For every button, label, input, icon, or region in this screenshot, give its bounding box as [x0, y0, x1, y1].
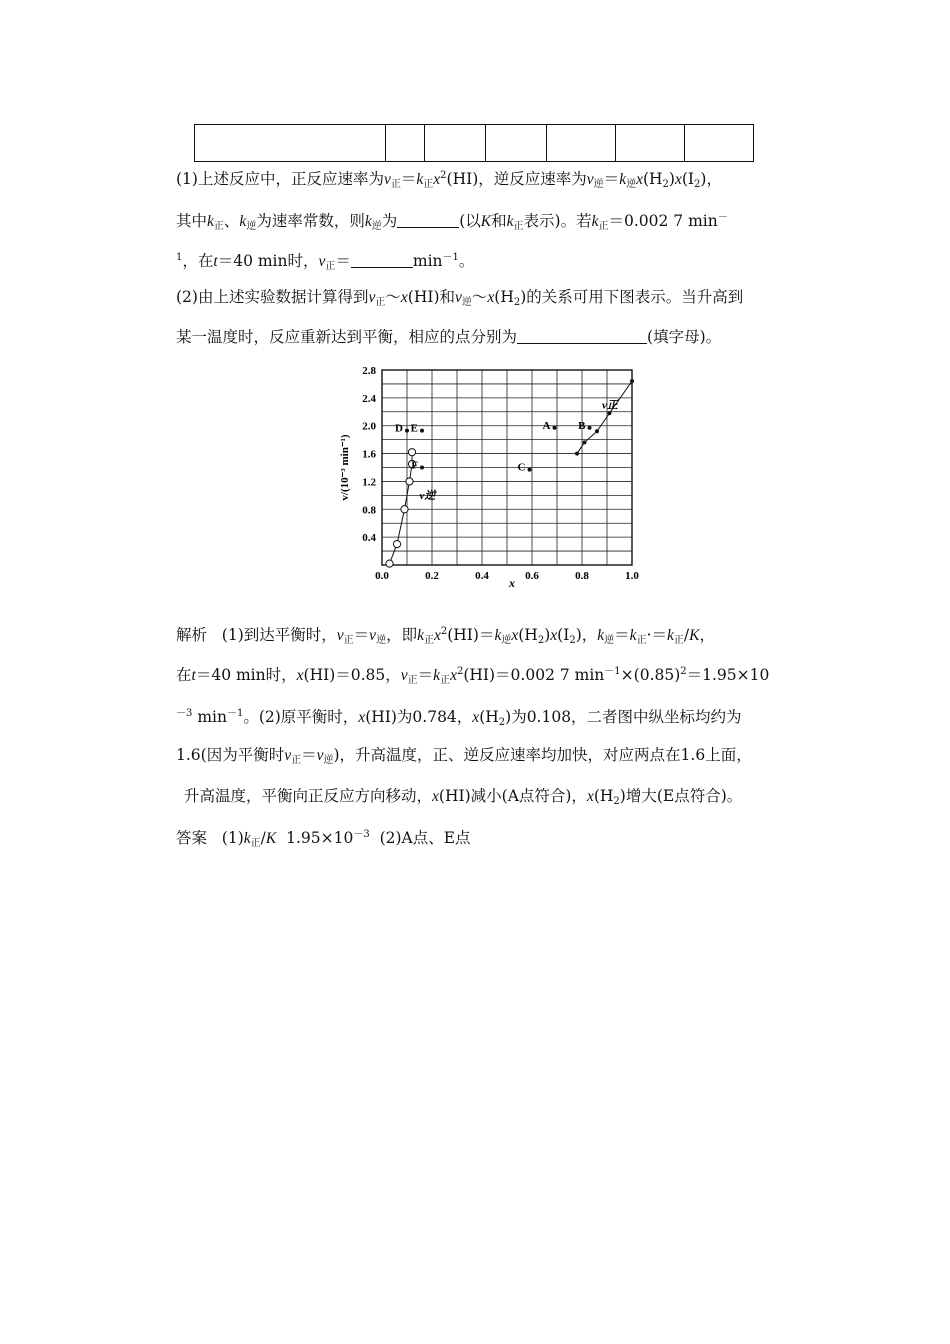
y-tick-label: 2.0	[362, 420, 376, 433]
labeled-point-C	[528, 468, 532, 472]
x-tick-label: 0.8	[575, 570, 589, 582]
labeled-point-F	[420, 466, 424, 470]
point-label-C: C	[517, 461, 526, 474]
analysis-line-2: 在t＝40 min时，x(HI)＝0.85，$v_正=k_正x^2(HI)=0.002$ 7 $\min^{-1}\times(0.85)^2=1.95\times 10$	[176, 666, 770, 686]
y-tick-label: 2.8	[362, 365, 376, 377]
chart-grid	[382, 370, 632, 565]
filled-data-point	[575, 452, 579, 456]
filled-data-point	[608, 411, 612, 415]
point-label-D: D	[395, 422, 403, 435]
x-tick-label: 0.6	[525, 570, 539, 582]
analysis-line-4: 1.6(因为平衡时$v_正=v_逆$)，升高温度，正、逆反应速率均加快，对应两点在1.6上面，	[176, 746, 752, 766]
answer-blank-1[interactable]	[397, 212, 459, 228]
open-data-point	[393, 541, 400, 548]
point-label-A: A	[542, 419, 551, 432]
y-tick-label: 1.6	[362, 448, 376, 461]
answer-heading: 答案	[176, 829, 208, 847]
series-label-v-zheng: v正	[602, 399, 618, 412]
answer-blank-2[interactable]	[351, 252, 413, 268]
point-label-F: F	[411, 459, 418, 472]
table-cell	[547, 125, 616, 162]
analysis-heading: 解析	[176, 626, 208, 644]
table-cell	[425, 125, 486, 162]
q1-line-3: $^1$，在t＝40 min时，$v_正= \min^{-1}$。	[176, 252, 475, 272]
open-data-point	[401, 506, 408, 513]
filled-data-point	[630, 379, 634, 383]
table-row	[195, 125, 754, 162]
q2-line-1: (2)由上述实验数据计算得到$v_正\sim x(HI)$和$v_逆\sim x(H_2)$的关系可用下图表示。当升高到	[176, 288, 744, 308]
analysis-line-3: $^{-3}$ $\min^{-1}$。(2)原平衡时，x(HI)为0.784，$x(H_2)$为0.108，二者图中纵坐标均约为	[176, 708, 742, 728]
x-tick-label: 0.0	[375, 570, 389, 582]
q1-line-2: 其中$k_正$、$k_逆$为速率常数，则$k_逆$为 (以K和$k_正$表示)。若$k_正=0.002$ 7 min－	[176, 212, 728, 232]
y-tick-label: 1.2	[362, 476, 376, 489]
filled-data-point	[595, 429, 599, 433]
point-label-B: B	[578, 419, 586, 432]
labeled-point-D	[405, 429, 409, 433]
point-label-E: E	[410, 422, 418, 435]
analysis-line-1: 解析 (1)到达平衡时，$v_正=v_逆$，即$k_正x^2(HI)=k_逆x(H_2)x(I_2)$，$k_逆=k_正\cdot=k_正/K$，	[176, 626, 715, 646]
open-data-point	[406, 478, 413, 485]
chart-series-lines	[390, 381, 633, 563]
analysis-line-5: 升高温度，平衡向正反应方向移动，x(HI)减小(A点符合)，$x(H_2)$增大(E点符合)。	[184, 787, 743, 807]
y-tick-label: 2.4	[362, 392, 376, 405]
x-axis-label: x	[509, 576, 515, 590]
table-cell	[386, 125, 425, 162]
q2-line-2: 某一温度时，反应重新达到平衡，相应的点分别为 (填字母)。	[176, 328, 722, 346]
table-cell	[616, 125, 685, 162]
answer-blank-3[interactable]	[517, 328, 647, 344]
chart-points	[386, 379, 634, 567]
open-data-point	[408, 449, 415, 456]
data-table	[194, 124, 754, 162]
x-tick-label: 1.0	[625, 570, 639, 582]
table-cell	[486, 125, 547, 162]
labeled-point-E	[420, 429, 424, 433]
answer-line: 答案 $(1)k_正/K$ $1.95\times 10^{-3}$ (2)A点、E点	[176, 829, 471, 849]
y-axis-label: v/(10⁻³ min⁻¹)	[339, 434, 351, 501]
labeled-point-A	[553, 426, 557, 430]
labeled-point-B	[588, 426, 592, 430]
y-tick-label: 0.4	[362, 532, 376, 545]
filled-data-point	[583, 440, 587, 444]
table-cell	[195, 125, 386, 162]
chart-labels	[339, 365, 639, 590]
y-tick-label: 0.8	[362, 504, 376, 517]
q1-line-1: (1)上述反应中，正反应速率为$v_正=k_正x^2(HI)$，逆反应速率为$v_逆=k_逆x(H_2)x(I_2)$，	[176, 170, 722, 190]
rate-vs-fraction-chart	[330, 362, 650, 592]
x-tick-label: 0.4	[475, 570, 489, 582]
x-tick-label: 0.2	[425, 570, 439, 582]
table-cell	[685, 125, 754, 162]
open-data-point	[386, 560, 393, 567]
series-label-v-ni: v逆	[419, 489, 436, 502]
